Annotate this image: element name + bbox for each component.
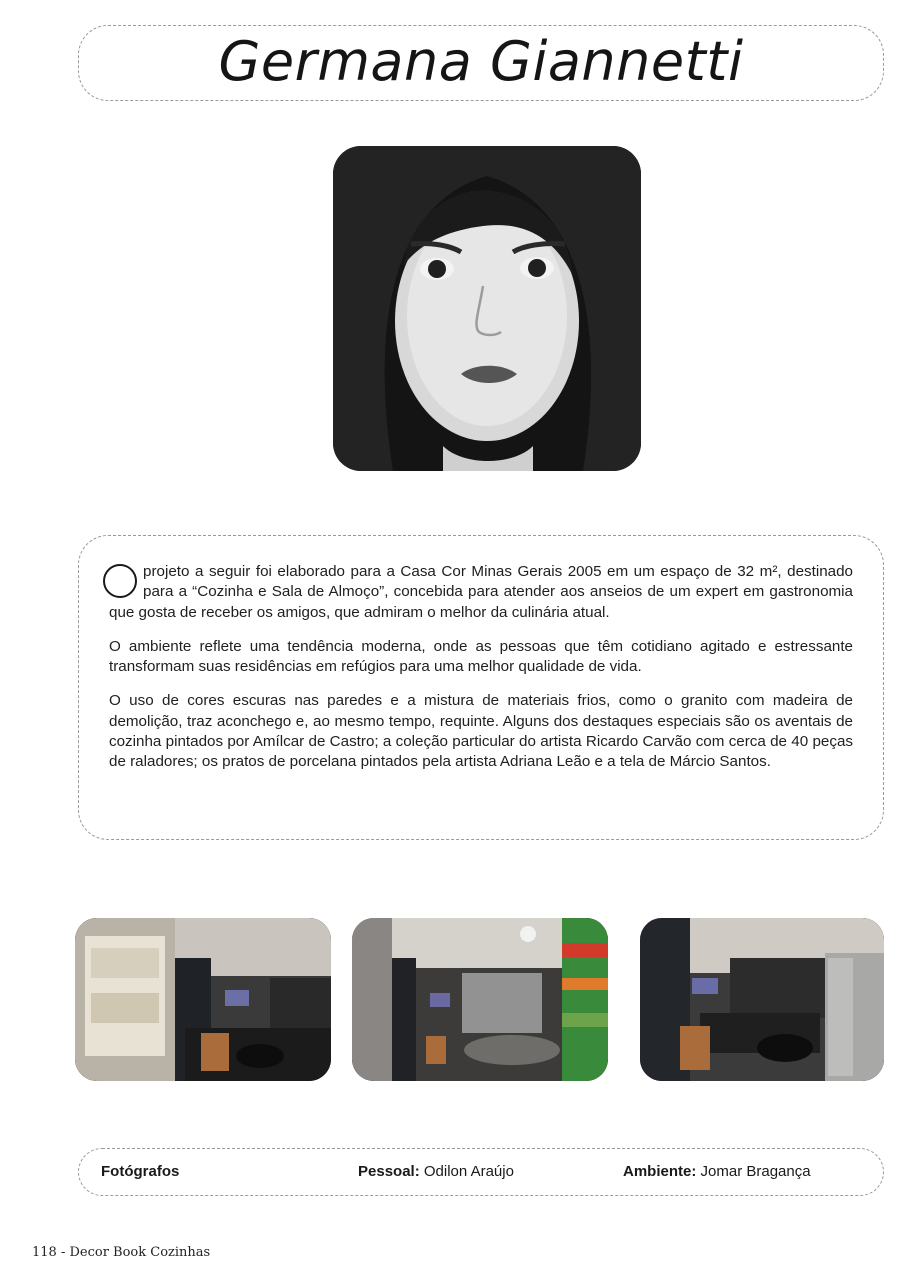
kitchen-photo-2 [352,918,608,1081]
designer-name: Germana Giannetti [218,29,744,93]
credit-personal: Pessoal: Odilon Araújo [358,1163,514,1180]
designer-portrait [333,146,641,471]
credit-ambient: Ambiente: Jomar Bragança [623,1163,811,1180]
paragraph-2: O ambiente reflete uma tendência moderna, onde as pessoas que têm cotidiano agitado e estressante transformam suas residências em refúgios para uma melhor qualidade de vida. [109,637,853,676]
kitchen-photo-3 [640,918,884,1081]
paragraph-3: O uso de cores escuras nas paredes e a mistura de materiais frios, como o granito com madeira de demolição, traz aconchego e, ao mesmo tempo, requinte. Alguns dos destaques especiais são os aventais de cozinha pintados por Amílcar de Castro; a coleção particular do artista Ricardo Carvão com cerca de 40 peças de raladores; os pratos de porcelana pintados pela artista Adriana Leão e a tela de Márcio Santos. [109,692,853,771]
dropcap-circle [103,564,137,598]
photo-credits [78,1148,884,1196]
kitchen-photo-1 [75,918,331,1081]
title-box [78,25,884,101]
project-description [78,535,884,840]
page-footer: 118 - Decor Book Cozinhas [32,1245,211,1260]
credits-heading: Fotógrafos [101,1163,180,1180]
paragraph-1-text: projeto a seguir foi elaborado para a Casa Cor Minas Gerais 2005 em um espaço de 32 m², destinado para a “Cozinha e Sala de Almoço”, concebida para atender aos anseios de um expert em gastronomia que gosta de receber os amigos, que admiram o melhor da culinária atual. [109,563,853,621]
paragraph-intro [109,562,853,623]
